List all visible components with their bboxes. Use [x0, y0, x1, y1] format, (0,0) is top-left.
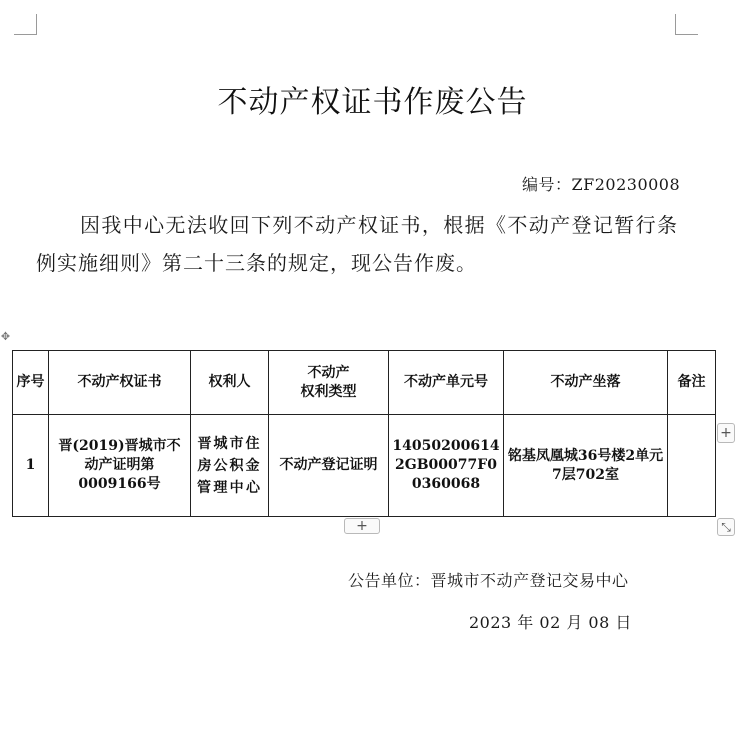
header-unit-no: 不动产单元号 — [389, 351, 504, 415]
cell-unit-no: 140502006142GB00077F00360068 — [389, 415, 504, 517]
cell-holder: 晋城市住房公积金管理中心 — [191, 415, 269, 517]
cell-location: 铭基凤凰城36号楼2单元7层702室 — [504, 415, 668, 517]
header-right-type-line1: 不动产 — [307, 364, 350, 381]
header-location: 不动产坐落 — [504, 351, 668, 415]
header-cert-no: 不动产权证书 — [49, 351, 191, 415]
issue-date: 2023 年 02 月 08 日 — [469, 613, 632, 632]
crop-mark-top-right — [675, 14, 698, 35]
issuer-line: 公告单位：晋城市不动产登记交易中心 — [348, 571, 629, 590]
cell-cert-no: 晋(2019)晋城市不动产证明第0009166号 — [49, 415, 191, 517]
cell-right-type: 不动产登记证明 — [269, 415, 389, 517]
header-seq: 序号 — [13, 351, 49, 415]
cell-remark — [668, 415, 716, 517]
announcement-body: 因我中心无法收回下列不动产权证书，根据《不动产登记暂行条例实施细则》第二十三条的规定，现公告作废。 — [36, 213, 678, 275]
header-holder: 权利人 — [191, 351, 269, 415]
certificate-table — [12, 350, 716, 517]
crop-mark-top-left — [14, 14, 37, 35]
serial-number: 编号：ZF20230008 — [522, 175, 681, 194]
table-header-row — [13, 351, 716, 415]
header-remark: 备注 — [668, 351, 716, 415]
header-right-type-line2: 权利类型 — [300, 383, 357, 400]
add-row-button[interactable]: + — [344, 518, 380, 534]
header-right-type — [269, 351, 389, 415]
page-title: 不动产权证书作废公告 — [217, 85, 528, 120]
table-row — [13, 415, 716, 517]
table-move-handle-icon[interactable]: ✥ — [0, 330, 11, 343]
cell-seq: 1 — [13, 415, 49, 517]
table-resize-handle-icon[interactable]: ⤡ — [717, 518, 735, 536]
add-column-button[interactable]: + — [717, 423, 735, 443]
